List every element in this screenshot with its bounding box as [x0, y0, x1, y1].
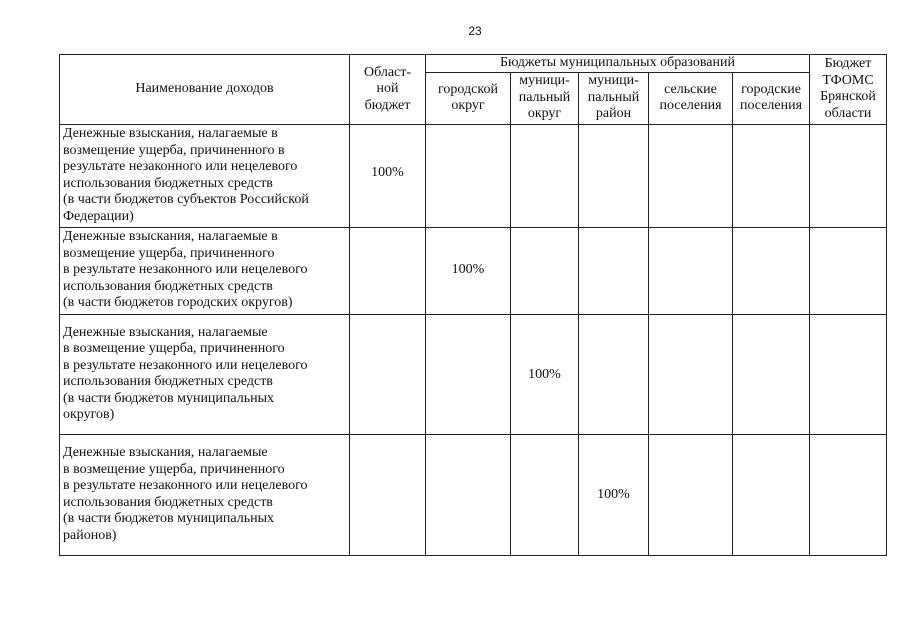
header-municipal-budgets: Бюджеты муниципальных образований — [426, 55, 810, 73]
revenue-description: Денежные взыскания, налагаемые в возмещение ущерба, причиненного в результате незаконного или нецелевого использования бюджетных средств (в части бюджетов муниципальных округов) — [60, 314, 350, 434]
header-municipal-okrug: муници- пальный округ — [511, 72, 579, 124]
value-city-district — [426, 124, 511, 227]
revenue-description: Денежные взыскания, налагаемые в возмещение ущерба, причиненного в результате незаконного или нецелевого использования бюджетных средств (в части бюджетов городских округов) — [60, 227, 350, 314]
value-municipal-district — [579, 124, 649, 227]
value-municipal-district — [579, 227, 649, 314]
revenue-description: Денежные взыскания, налагаемые в возмещение ущерба, причиненного в результате незаконного или нецелевого использования бюджетных средств (в части бюджетов муниципальных районов) — [60, 434, 350, 555]
value-rural-settlements — [649, 124, 733, 227]
header-tfoms-budget: Бюджет ТФОМС Брянской области — [810, 55, 887, 125]
header-municipal-district: муници- пальный район — [579, 72, 649, 124]
page-number: 23 — [468, 24, 482, 38]
header-revenue-name: Наименование доходов — [60, 55, 350, 125]
value-municipal-okrug — [511, 434, 579, 555]
value-oblast — [350, 314, 426, 434]
value-urban-settlements — [733, 434, 810, 555]
value-rural-settlements — [649, 227, 733, 314]
table-row — [60, 227, 887, 314]
value-municipal-district: 100% — [579, 434, 649, 555]
table-row — [60, 314, 887, 434]
value-rural-settlements — [649, 434, 733, 555]
header-city-district: городской округ — [426, 72, 511, 124]
value-oblast — [350, 434, 426, 555]
value-tfoms — [810, 314, 887, 434]
header-oblast-budget: Област- ной бюджет — [350, 55, 426, 125]
value-city-district — [426, 434, 511, 555]
value-urban-settlements — [733, 124, 810, 227]
value-urban-settlements — [733, 227, 810, 314]
value-oblast: 100% — [350, 124, 426, 227]
value-tfoms — [810, 124, 887, 227]
header-rural-settlements: сельские поселения — [649, 72, 733, 124]
value-municipal-okrug — [511, 124, 579, 227]
value-oblast — [350, 227, 426, 314]
value-rural-settlements — [649, 314, 733, 434]
value-city-district: 100% — [426, 227, 511, 314]
value-urban-settlements — [733, 314, 810, 434]
table-row — [60, 434, 887, 555]
revenue-distribution-table — [59, 54, 887, 556]
value-municipal-okrug — [511, 227, 579, 314]
value-city-district — [426, 314, 511, 434]
table-row — [60, 124, 887, 227]
value-tfoms — [810, 227, 887, 314]
value-tfoms — [810, 434, 887, 555]
revenue-description: Денежные взыскания, налагаемые в возмещение ущерба, причиненного в результате незаконного или нецелевого использования бюджетных средств (в части бюджетов субъектов Российской Федерации) — [60, 124, 350, 227]
header-urban-settlements: городские поселения — [733, 72, 810, 124]
value-municipal-district — [579, 314, 649, 434]
value-municipal-okrug: 100% — [511, 314, 579, 434]
